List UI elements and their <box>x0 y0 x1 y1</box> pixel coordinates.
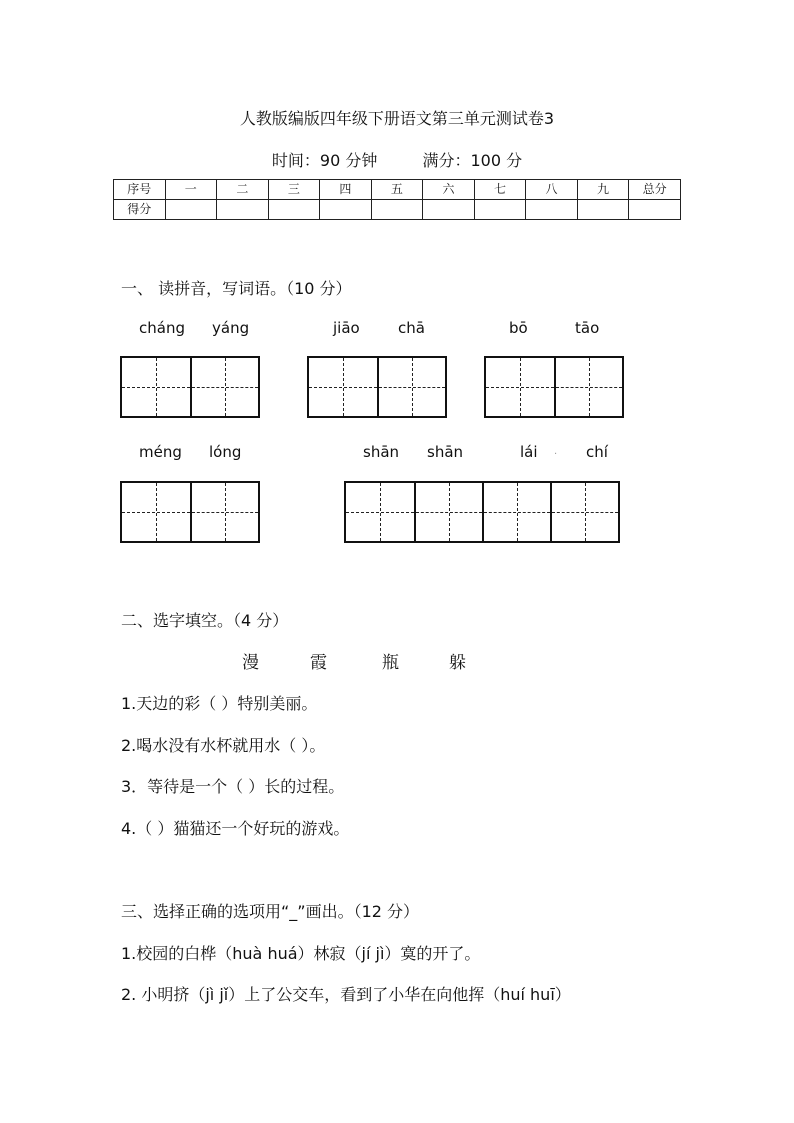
fill-question: 3．等待是一个（ ）长的过程。 <box>121 777 345 796</box>
writing-grid[interactable] <box>484 356 624 418</box>
pinyin-label: chí <box>586 443 608 461</box>
score-cell[interactable] <box>268 200 320 220</box>
writing-grid[interactable] <box>120 356 260 418</box>
pinyin-label: lái <box>520 443 538 461</box>
pinyin-label: shān <box>363 443 400 461</box>
score-cell[interactable] <box>371 200 423 220</box>
exam-info <box>0 148 794 171</box>
score-header-cell: 总分 <box>629 180 681 200</box>
score-table-score-row <box>114 200 681 220</box>
score-table-header-row <box>114 180 681 200</box>
score-header-cell: 四 <box>320 180 372 200</box>
score-header-cell: 九 <box>577 180 629 200</box>
score-header-cell: 六 <box>423 180 475 200</box>
writing-cell[interactable] <box>482 483 550 541</box>
writing-grid[interactable] <box>307 356 447 418</box>
writing-cell[interactable] <box>377 358 445 416</box>
score-header-cell: 序号 <box>114 180 166 200</box>
score-header-cell: 七 <box>474 180 526 200</box>
score-header-cell: 八 <box>526 180 578 200</box>
choice-char: 漫 <box>242 653 259 673</box>
score-cell[interactable] <box>165 200 217 220</box>
time-limit: 时间：90 分钟 <box>271 151 378 170</box>
writing-cell[interactable] <box>122 358 190 416</box>
pinyin-label: tāo <box>575 319 600 337</box>
score-cell[interactable] <box>320 200 372 220</box>
writing-cell[interactable] <box>550 483 618 541</box>
section1-heading: 一、 读拼音，写词语。（10 分） <box>121 279 352 298</box>
writing-cell[interactable] <box>414 483 482 541</box>
fill-question: 2.喝水没有水杯就用水（ ）。 <box>121 736 326 755</box>
pinyin-label: bō <box>509 319 528 337</box>
choice-question: 2. 小明挤（jì jǐ）上了公交车，看到了小华在向他挥（huí huī） <box>121 985 571 1004</box>
writing-cell[interactable] <box>554 358 622 416</box>
choice-question: 1.校园的白桦（huà huá）林寂（jí jì）寞的开了。 <box>121 944 481 963</box>
writing-cell[interactable] <box>346 483 414 541</box>
section2-heading: 二、选字填空。（4 分） <box>121 611 289 630</box>
choice-char: 躲 <box>449 653 466 673</box>
writing-cell[interactable] <box>190 483 258 541</box>
score-table <box>113 179 681 220</box>
page-title: 人教版编版四年级下册语文第三单元测试卷3 <box>239 109 555 128</box>
choice-char: 瓶 <box>382 653 399 673</box>
pinyin-label: shān <box>427 443 464 461</box>
pinyin-label: chā <box>398 319 425 337</box>
pinyin-label: lóng <box>209 443 242 461</box>
score-cell[interactable] <box>423 200 475 220</box>
pinyin-label: jiāo <box>333 319 360 337</box>
score-header-cell: 二 <box>217 180 269 200</box>
choice-char: 霞 <box>310 653 327 673</box>
total-score: 满分：100 分 <box>422 151 523 170</box>
score-cell[interactable] <box>629 200 681 220</box>
pinyin-label: yáng <box>212 319 250 337</box>
writing-cell[interactable] <box>122 483 190 541</box>
writing-grid[interactable] <box>120 481 260 543</box>
writing-cell[interactable] <box>309 358 377 416</box>
stray-dot: . <box>554 446 558 457</box>
score-header-cell: 五 <box>371 180 423 200</box>
writing-grid[interactable] <box>344 481 620 543</box>
pinyin-label: méng <box>139 443 182 461</box>
pinyin-label: cháng <box>139 319 185 337</box>
writing-cell[interactable] <box>486 358 554 416</box>
score-header-cell: 一 <box>165 180 217 200</box>
fill-question: 4.（ ）猫猫还一个好玩的游戏。 <box>121 819 350 838</box>
writing-cell[interactable] <box>190 358 258 416</box>
score-cell[interactable] <box>217 200 269 220</box>
score-cell[interactable] <box>474 200 526 220</box>
score-row-label: 得分 <box>114 200 166 220</box>
section3-heading: 三、选择正确的选项用“_”画出。（12 分） <box>121 902 420 921</box>
score-cell[interactable] <box>577 200 629 220</box>
score-header-cell: 三 <box>268 180 320 200</box>
score-cell[interactable] <box>526 200 578 220</box>
fill-question: 1.天边的彩（ ）特别美丽。 <box>121 694 318 713</box>
